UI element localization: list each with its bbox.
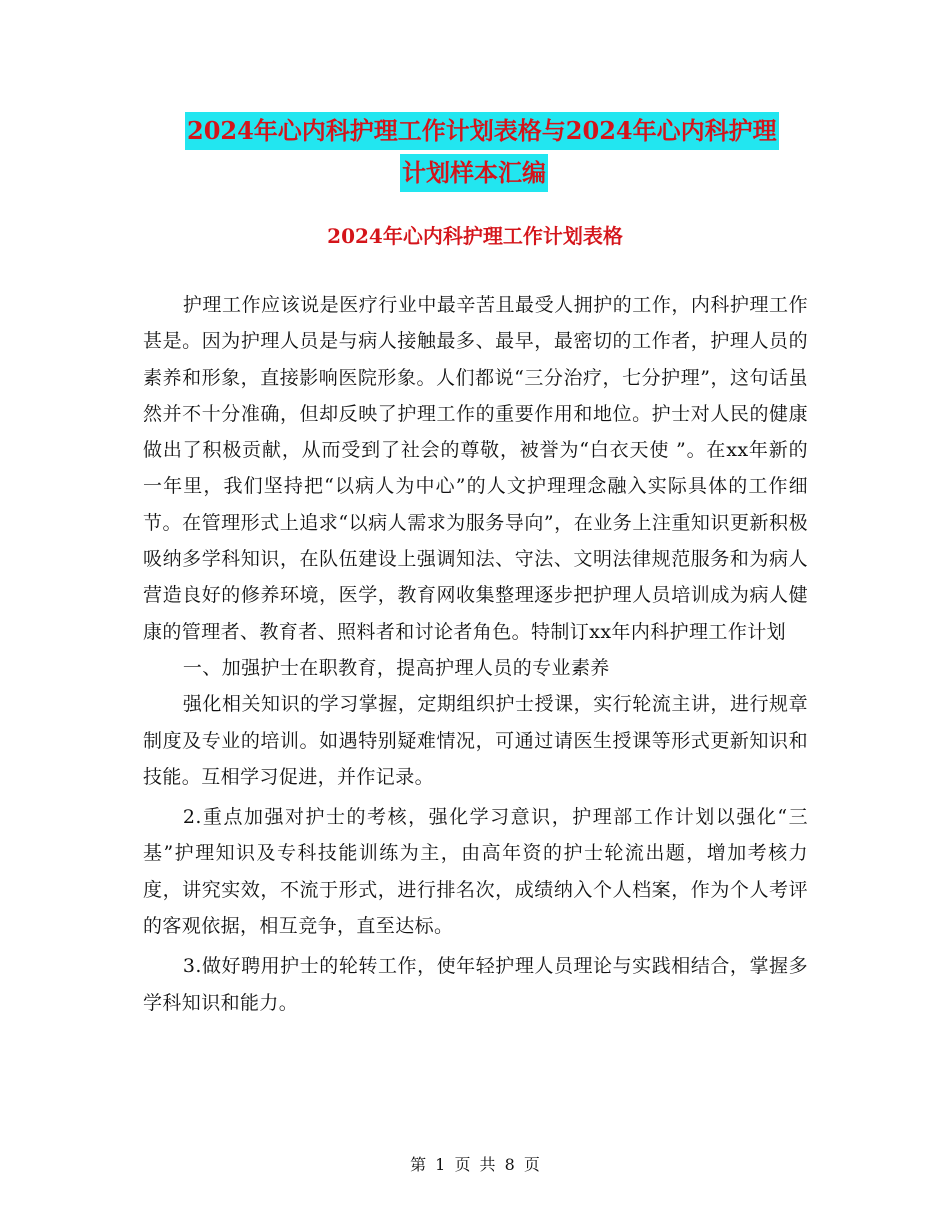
paragraph-intro: 护理工作应该说是医疗行业中最辛苦且最受人拥护的工作，内科护理工作甚是。因为护理人员是与病人接触最多、最早，最密切的工作者，护理人员的素养和形象，直接影响医院形象。人们都说“三分治疗，七分护理”，这句话虽然并不十分准确，但却反映了护理工作的重要作用和地位。护士对人民的健康做出了积极贡献，从而受到了社会的尊敬，被誉为“白衣天使 ”。在xx年新的一年里，我们坚持把“以病人为中心”的人文护理理念融入实际具体的工作细节。在管理形式上追求“以病人需求为服务导向”，在业务上注重知识更新积极吸纳多学科知识，在队伍建设上强调知法、守法、文明法律规范服务和为病人营造良好的修养环境，医学，教育网收集整理逐步把护理人员培训成为病人健康的管理者、教育者、照料者和讨论者角色。特制订xx年内科护理工作计划: [143, 294, 808, 643]
paragraph-item-1: 强化相关知识的学习掌握，定期组织护士授课，实行轮流主讲，进行规章制度及专业的培训。如遇特别疑难情况，可通过请医生授课等形式更新知识和技能。互相学习促进，并作记录。: [143, 693, 808, 788]
section-heading: 2024年心内科护理工作计划表格: [327, 224, 623, 248]
paragraph-item-2: 2.重点加强对护士的考核，强化学习意识，护理部工作计划以强化“三基”护理知识及专科技能训练为主，由高年资的护士轮流出题，增加考核力度，讲究实效，不流于形式，进行排名次，成绩纳入个人档案，作为个人考评的客观依据，相互竞争，直至达标。: [143, 806, 808, 938]
page-footer: 第 1 页 共 8 页: [410, 1155, 540, 1174]
document-body: [143, 287, 808, 1021]
title-line-1: 2024年心内科护理工作计划表格与2024年心内科护理: [185, 112, 779, 150]
paragraph-item-3: 3.做好聘用护士的轮转工作，使年轻护理人员理论与实践相结合，掌握多学科知识和能力。: [143, 955, 808, 1014]
title-line-2: 计划样本汇编: [400, 154, 548, 192]
paragraph-section-1-heading: 一、加强护士在职教育，提高护理人员的专业素养: [182, 656, 610, 679]
